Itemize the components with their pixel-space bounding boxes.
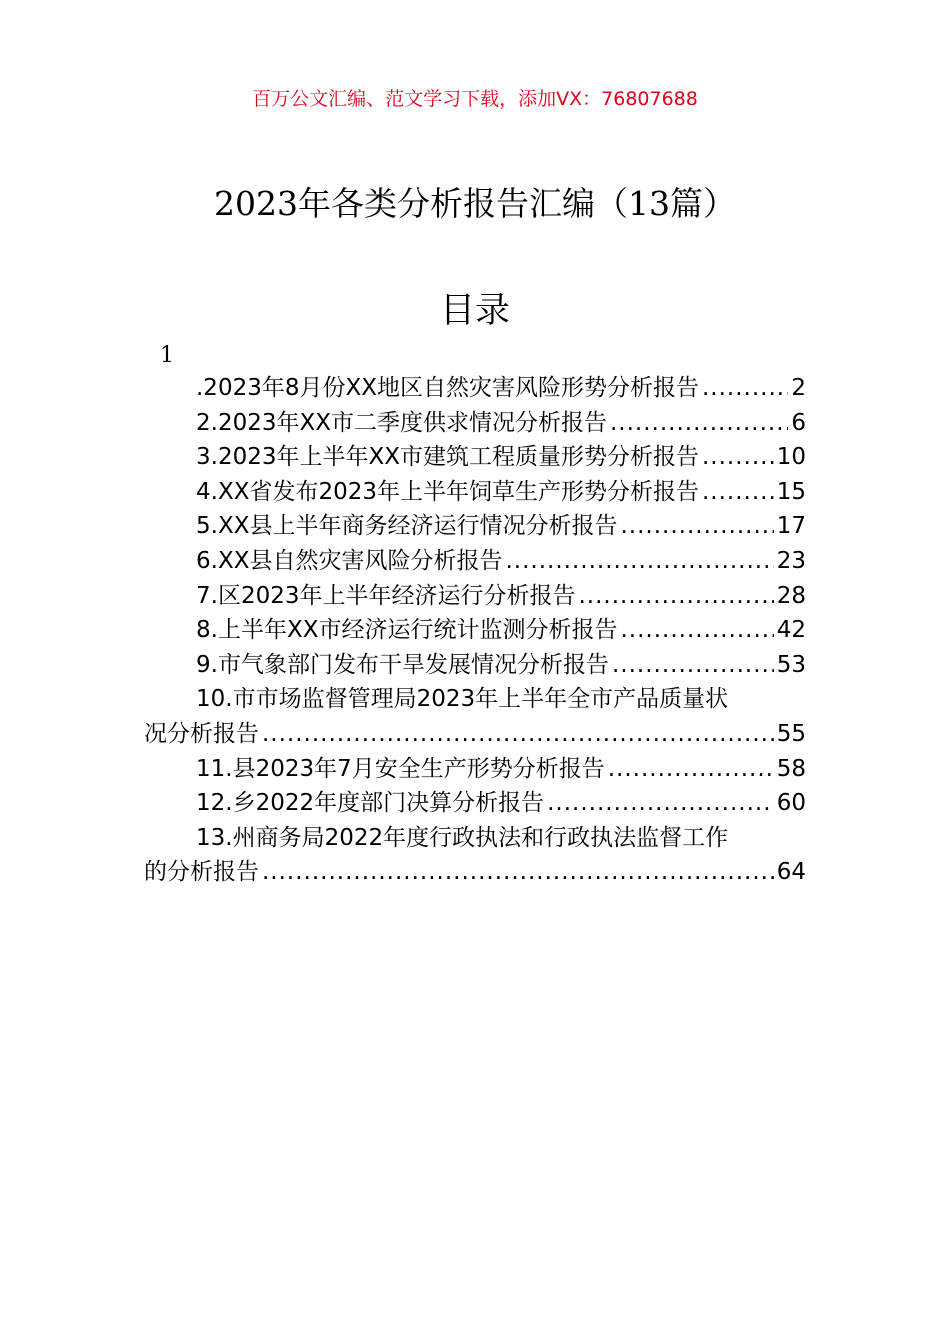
- toc-page-number: 55: [776, 720, 806, 747]
- toc-page-number: 23: [776, 547, 806, 574]
- toc-page-number: 17: [776, 513, 806, 540]
- toc-entry[interactable]: [144, 821, 806, 890]
- toc-entry[interactable]: [144, 579, 806, 614]
- toc-entry-title: 13.州商务局2022年度行政执法和行政执法监督工作: [196, 824, 729, 851]
- toc-leader: [505, 544, 773, 579]
- toc-entry[interactable]: [144, 648, 806, 683]
- toc-entry-title: 12.乡2022年度部门决算分析报告: [196, 790, 545, 817]
- toc-heading: 目录: [439, 291, 510, 331]
- toc-entry-title: 7.区2023年上半年经济运行分析报告: [196, 582, 576, 609]
- toc-page-number: 15: [776, 478, 806, 505]
- toc-leader: [612, 648, 774, 683]
- toc-page-number: 2: [791, 375, 806, 401]
- toc-leader: [702, 440, 774, 475]
- toc-page-number: 42: [776, 617, 806, 644]
- toc-entry[interactable]: [144, 475, 806, 510]
- toc-entry-title: 10.市市场监督管理局2023年上半年全市产品质量状: [196, 686, 729, 713]
- toc-leader: [262, 717, 774, 752]
- toc-leader: [547, 786, 774, 821]
- toc-leader: [702, 475, 774, 510]
- toc-leader: [702, 371, 788, 406]
- toc-leader: [608, 752, 774, 787]
- toc-leader: [620, 509, 773, 544]
- table-of-contents: [144, 371, 806, 890]
- toc-leader: [620, 613, 773, 648]
- toc-entry-title-continued: 的分析报告: [144, 859, 259, 886]
- toc-entry-title: 8.上半年XX市经济运行统计监测分析报告: [196, 617, 618, 644]
- toc-page-number: 58: [776, 755, 806, 782]
- toc-leader: [610, 406, 788, 441]
- toc-entry-title: 11.县2023年7月安全生产形势分析报告: [196, 755, 605, 782]
- toc-entry-title: 2.2023年XX市二季度供求情况分析报告: [196, 409, 607, 436]
- toc-page-number: 60: [776, 790, 806, 817]
- toc-leader: [578, 579, 773, 614]
- toc-page-number: 28: [776, 582, 806, 609]
- watermark-banner: 百万公文汇编、范文学习下载，添加VX：76807688: [252, 88, 698, 110]
- document-title: 2023年各类分析报告汇编（13篇）: [214, 184, 736, 223]
- toc-entry-title: 4.XX省发布2023年上半年饲草生产形势分析报告: [196, 478, 699, 505]
- toc-entry-title: .2023年8月份XX地区自然灾害风险形势分析报告: [196, 375, 699, 401]
- toc-entry[interactable]: [144, 406, 806, 441]
- toc-entry[interactable]: [144, 544, 806, 579]
- toc-entry-title: 6.XX县自然灾害风险分析报告: [196, 547, 503, 574]
- toc-entry-title: 3.2023年上半年XX市建筑工程质量形势分析报告: [196, 444, 699, 471]
- toc-entry-title: 5.XX县上半年商务经济运行情况分析报告: [196, 513, 618, 540]
- stray-number: 1: [160, 343, 174, 368]
- toc-entry-title: 9.市气象部门发布干旱发展情况分析报告: [196, 651, 609, 678]
- toc-entry[interactable]: [144, 752, 806, 787]
- toc-entry[interactable]: [144, 613, 806, 648]
- toc-entry[interactable]: [144, 371, 806, 406]
- toc-entry[interactable]: [144, 682, 806, 751]
- toc-entry[interactable]: [144, 509, 806, 544]
- toc-entry-title-continued: 况分析报告: [144, 720, 259, 747]
- toc-leader: [262, 855, 774, 890]
- toc-page-number: 10: [776, 444, 806, 471]
- toc-page-number: 6: [791, 409, 806, 436]
- toc-entry[interactable]: [144, 786, 806, 821]
- toc-page-number: 64: [776, 859, 806, 886]
- toc-page-number: 53: [776, 651, 806, 678]
- toc-entry[interactable]: [144, 440, 806, 475]
